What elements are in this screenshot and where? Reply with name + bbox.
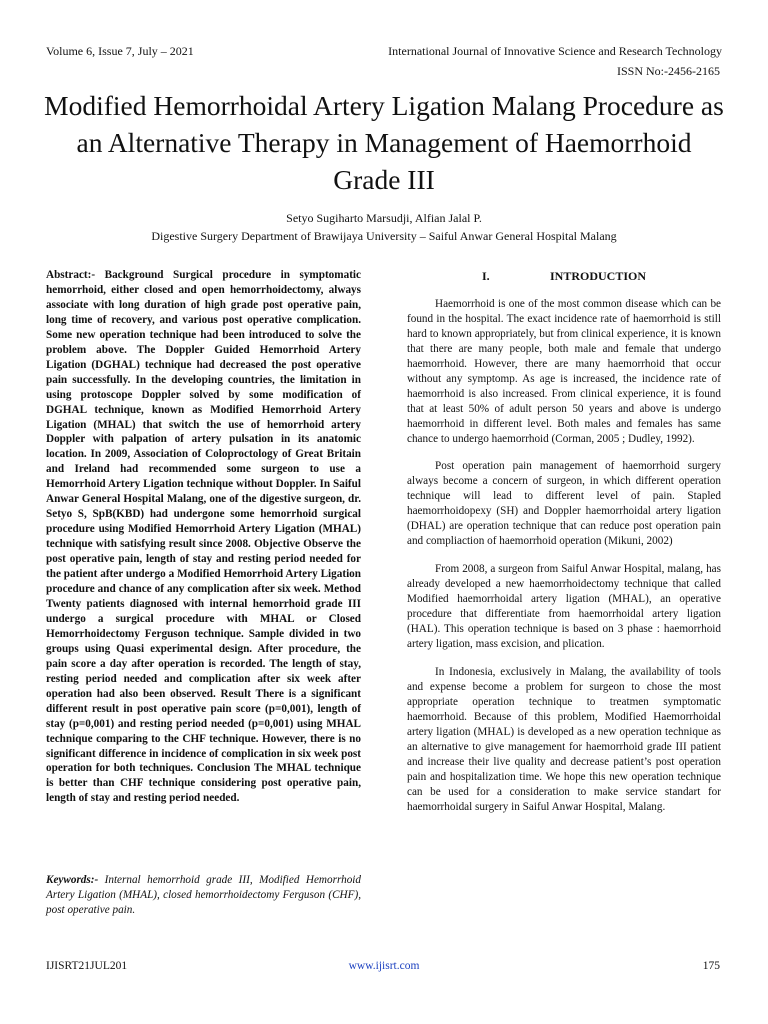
keywords-text: Internal hemorrhoid grade III, Modified Hemorrhoid Artery Ligation (MHAL), closed hemorrhoidectomy Ferguson (CHF), post operative pain.: [46, 874, 361, 916]
introduction-column: [407, 269, 721, 827]
intro-paragraph: From 2008, a surgeon from Saiful Anwar Hospital, malang, has already developed a new haemorrhoidectomy technique that called Modified haemorrhoidal artery ligation (MHAL), an operative procedure that differentiate from haemorrhoidal artery ligation (HAL). This operation technique is based on 3 phase : haemorrhoid artery ligation, mass excision, and plication.: [407, 563, 721, 650]
paper-title: Modified Hemorrhoidal Artery Ligation Malang Procedure as an Alternative Therapy in Management of Haemorrhoid Grade III: [44, 90, 724, 195]
section-title: INTRODUCTION: [549, 269, 646, 283]
article-code: IJISRT21JUL201: [46, 960, 128, 972]
journal-name: International Journal of Innovative Science and Research Technology: [388, 44, 722, 58]
authors: Setyo Sugiharto Marsudji, Alfian Jalal P.: [286, 211, 482, 225]
intro-paragraph: Haemorrhoid is one of the most common disease which can be found in the hospital. The exact incidence rate of haemorrhoid is still hard to known appropriately, but from clinical experience, it is known that there are many people, both male and female that undergo haemorrhoid. However, there are many haemorrhoid that occur without any symptomp. As age is increased, the incidence rate of haemorrhoid is also increased. From clinical experience, it is found that at least 50% of adult person 50 years and above is undergo haemorrhoid in different level. Both males and females has same chance to undergo haemorrhoid (Corman, 2005 ; Dudley, 1992).: [407, 297, 721, 445]
section-number: I.: [481, 269, 490, 283]
journal-website-link[interactable]: www.ijisrt.com: [348, 960, 420, 972]
volume-info: Volume 6, Issue 7, July – 2021: [46, 44, 194, 58]
issn: ISSN No:-2456-2165: [616, 64, 720, 78]
intro-paragraph: Post operation pain management of haemorrhoid surgery always become a concern of surgeon, in which different operation technique will lead to different level of pain. Stapled haemorrhoidopexy (SH) and Doppler haemorrhoidal artery ligation (DHAL) are operation technique that can reduce post operation pain and compliaction of haemorrhoid operation (Mikuni, 2002): [407, 460, 721, 548]
keywords: [46, 873, 361, 918]
page-number: 175: [702, 960, 720, 972]
intro-paragraph: In Indonesia, exclusively in Malang, the availability of tools and expense become a problem for surgeon to chose the most appropriate operation technique to treatmen symptomatic haemorrhoid. Because of this problem, Modified Haemorrhoidal artery ligation (MHAL) is developed as a new operation technique as an alternative to give management for haemorrhoid grade III patient and increase their live quality and decrease patient’s post operation pain and hospitalization time. We hope this new operation technique can be used for a consideration to make service standart for haemorrhoidal surgery in Saiful Anwar Hospital, Malang.: [407, 665, 721, 813]
abstract-column: [46, 268, 361, 806]
abstract-text: Abstract:- Background Surgical procedure in symptomatic hemorrhoid, either closed and open hemorrhoidectomy, always associate with long duration of high grade post operative pain, long time of recovery, and various post operative complication. Some new operation technique had been introduced to solve the problem above. The Doppler Guided Hemorrhoid Artery Ligation (DGHAL) technique had decreased the post operative pain successfully. In the developing countries, the limitation in using protoscope Doppler solved by some modification of DGHAL technique, known as Modified Hemorrhoid Artery Ligation (MHAL) that switch the use of hemorrhoid artery Doppler with palpation of artery pulsation in its anatomic location. In 2009, Association of Coloproctology of Great Britain and Ireland had recommended some surgeon to use a Hemorrhoid Artery Ligation technique without Doppler. In Saiful Anwar General Hospital Malang, one of the digestive surgeon, dr. Setyo S, SpB(KBD) had undergone some hemorrhoid surgical procedure using Modified Hemorrhoid Artery Ligation (MHAL) technique with satisfying result since 2008. Objective Observe the post operative pain, length of stay and resting period needed for the patient after undergo a Modified Hemorrhoid Artery Ligation procedure and chance of any complication after six week. Method Twenty patients diagnosed with internal hemorrhoid grade III undergo a surgical procedure with MHAL or Closed Hemorrhoidectomy Ferguson technique. Sample divided in two groups using Quasi experimental design. After procedure, the pain score a day after operation is recorded. The length of stay, resting period needed and complication after six week after operation had also been observed. Result There is a significant different result in post operative pain score (p=0,001), length of stay (p=0,001) and resting period needed (p=0,001) using MHAL technique comparing to the CHF technique. However, there is no significant difference in incidence of complication in six week post operation for both techniques. Conclusion The MHAL technique is better than CHF technique considering post operative pain, length of stay and resting period needed.: [46, 269, 361, 805]
keywords-label: Keywords:-: [46, 874, 99, 886]
affiliation: Digestive Surgery Department of Brawijaya University – Saiful Anwar General Hospital Malang: [151, 229, 617, 243]
section-heading: [407, 269, 721, 284]
